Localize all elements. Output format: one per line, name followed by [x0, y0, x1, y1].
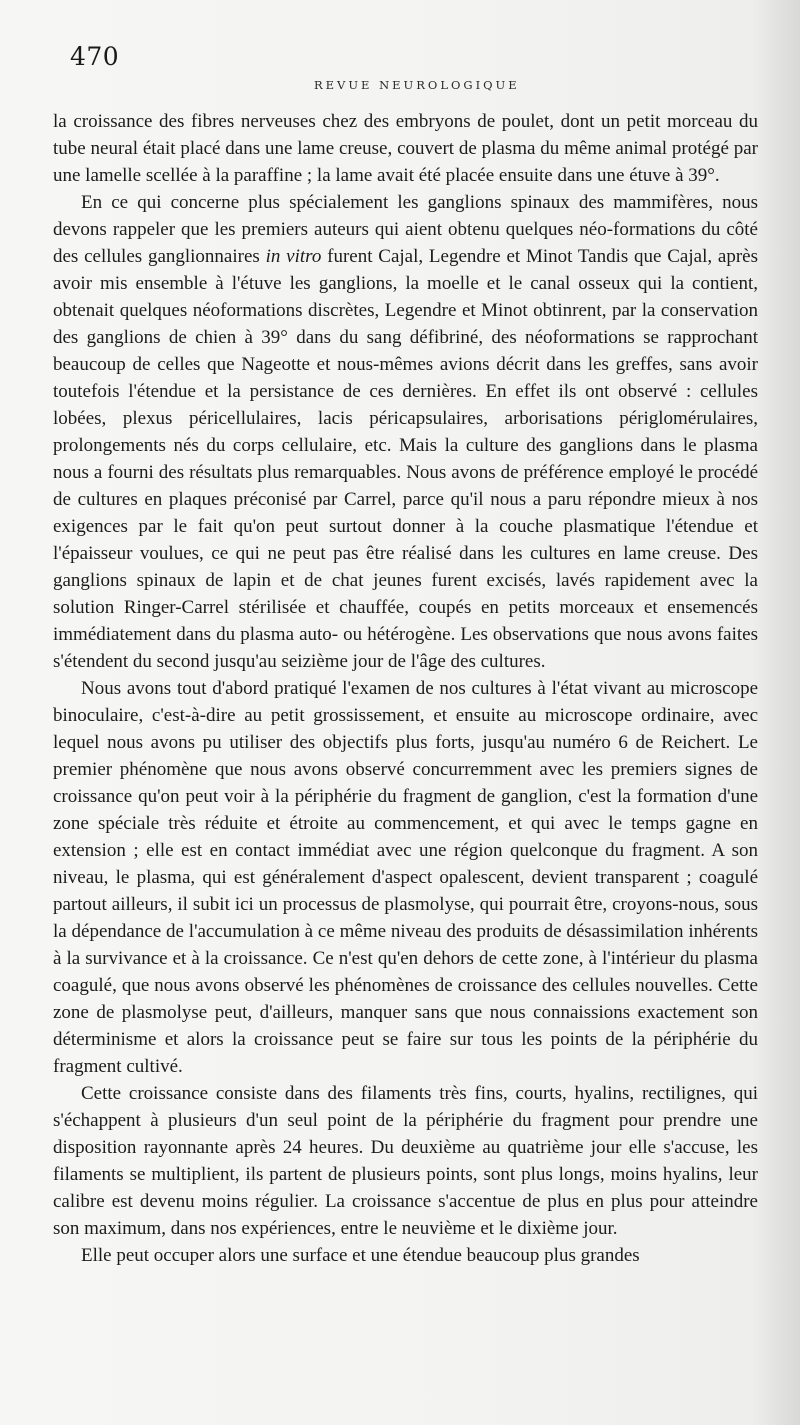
running-head: REVUE NEUROLOGIQUE	[314, 78, 520, 92]
page-header	[70, 42, 760, 102]
paragraph: Elle peut occuper alors une surface et une étendue beaucoup plus grandes	[81, 1245, 640, 1266]
paragraph: la croissance des fibres nerveuses chez des embryons de poulet, dont un petit morceau du tube neural était placé dans une lame creuse, couvert de plasma du même animal protégé par une lamelle scellée à la paraffine ; la lame avait été placée ensuite dans une étuve à 39°.	[53, 111, 758, 186]
paragraph: Cette croissance consiste dans des filaments très fins, courts, hyalins, rectilignes, qui s'échappent à plusieurs d'un seul point de la périphérie du fragment pour prendre une disposition rayonnante après 24 heures. Du deuxième au quatrième jour elle s'accuse, les filaments se multiplient, ils partent de plusieurs points, sont plus longs, moins hyalins, leur calibre est devenu moins régulier. La croissance s'accentue de plus en plus pour atteindre son maximum, dans nos expériences, entre le neuvième et le dixième jour.	[53, 1083, 758, 1239]
page-number: 470	[70, 42, 120, 71]
paragraph-text: furent Cajal, Legendre et Minot Tandis que Cajal, après avoir mis ensemble à l'étuve les ganglions, la moelle et le canal osseux qui la contient, obtenait quelques néoformations discrètes, Legendre et Minot obtinrent, par la conservation des ganglions de chien à 39° dans du sang défibriné, des néoformations se rapprochant beaucoup de celles que Nageotte et nous-mêmes avions décrit dans les greffes, sans avoir toutefois l'étendue et la persistance de ces dernières. En effet ils ont observé : cellules lobées, plexus péricellulaires, lacis péricapsulaires, arborisations périglomérulaires, prolongements nés du corps cellulaire, etc. Mais la culture des ganglions dans le plasma nous a fourni des résultats plus remarquables. Nous avons de préférence employé le procédé de cultures en plaques préconisé par Carrel, parce qu'il nous a paru répondre mieux à nos exigences par le fait qu'on peut surtout donner à la couche plasmatique l'étendue et l'épaisseur voulues, ce qui ne peut pas être réalisé dans les cultures en lame creuse. Des ganglions spinaux de lapin et de chat jeunes furent excisés, lavés rapidement avec la solution Ringer-Carrel stérilisée et chauffée, coupés en petits morceaux et ensemencés immédiatement dans du plasma auto- ou hétérogène. Les observations que nous avons faites s'étendent du second jusqu'au seizième jour de l'âge des cultures.	[53, 246, 758, 672]
paragraph	[53, 189, 758, 675]
italic-term: in vitro	[265, 246, 322, 267]
paragraph: Nous avons tout d'abord pratiqué l'examen de nos cultures à l'état vivant au microscope binoculaire, c'est-à-dire au petit grossissement, et ensuite au microscope ordinaire, avec lequel nous avons pu utiliser des objectifs plus forts, jusqu'au numéro 6 de Reichert. Le premier phénomène que nous avons observé concurremment avec les premiers signes de croissance qu'on peut voir à la périphérie du fragment de ganglion, c'est la formation d'une zone spéciale très réduite et étroite au commencement, et qui avec le temps gagne en extension ; elle est en contact immédiat avec une région quelconque du fragment. A son niveau, le plasma, qui est généralement d'aspect opalescent, devient transparent ; coagulé partout ailleurs, il subit ici un processus de plasmolyse, qui pourrait être, croyons-nous, sous la dépendance de l'accumulation à ce même niveau des produits de désassimilation inhérents à la survivance et à la croissance. Ce n'est qu'en dehors de cette zone, à l'intérieur du plasma coagulé, que nous avons observé les phénomènes de croissance des cellules nouvelles. Cette zone de plasmolyse peut, d'ailleurs, manquer sans que nous connaissions exactement son déterminisme et alors la croissance peut se faire sur tous les points de la périphérie du fragment cultivé.	[53, 678, 758, 1077]
paragraph-text: En ce qui concerne plus spécialement les ganglions spinaux des mammifères, nous devons rappeler que les premiers auteurs qui aient obtenu quelques néo-formations du côté des cellules ganglionnaires	[53, 192, 758, 267]
article-body	[53, 108, 758, 1269]
